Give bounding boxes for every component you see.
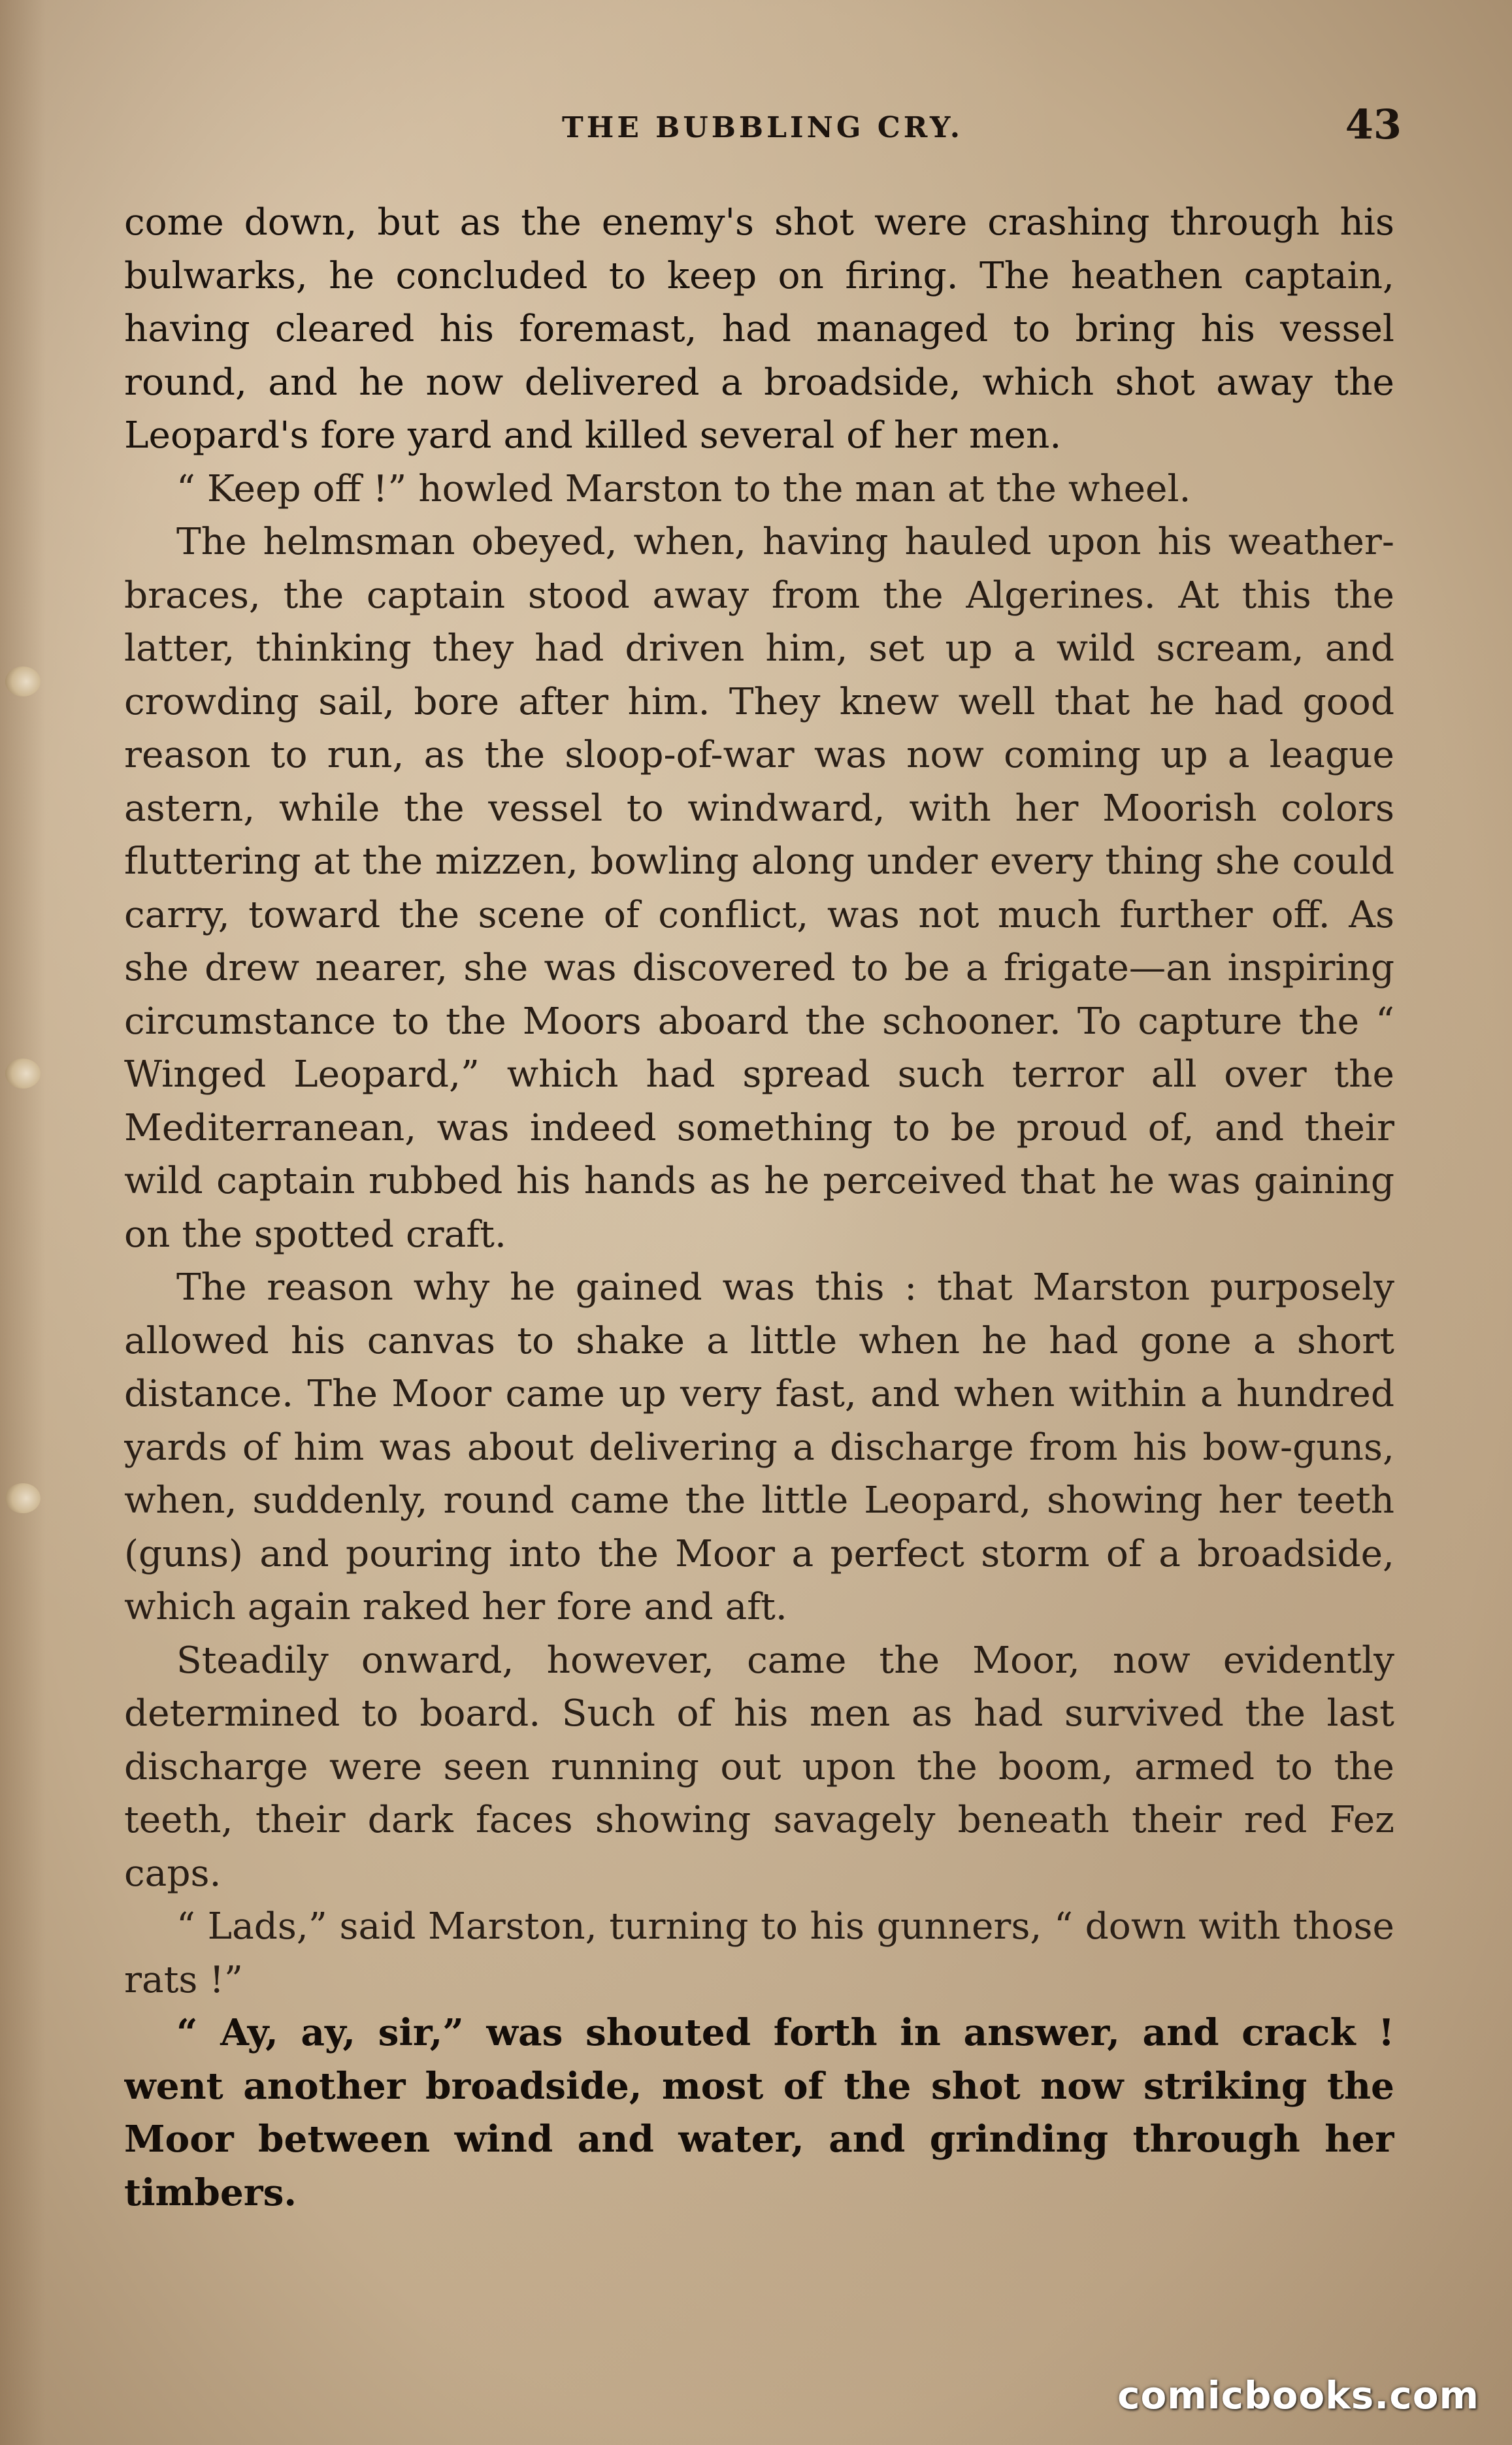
page-number: 43 — [1345, 101, 1402, 148]
paragraph-4: The reason why he gained was this : that Marston purposely allowed his canvas to shake a little when he had gone a short distance. The Moor came up very fast, and when within a hundred yards of him was about delivering a discharge from his bow-guns, when, suddenly, round came the little Leopard, showing her teeth (guns) and pouring into the Moor a perfect storm of a broadside, which again raked her fore and aft. — [124, 1266, 1394, 1628]
running-title: THE BUBBLING CRY. — [562, 111, 964, 144]
paragraph-5: Steadily onward, however, came the Moor, now evidently determined to board. Such of his men as had survived the last discharge were seen running out upon the boom, armed to the teeth, their dark faces showing savagely beneath their red Fez caps. — [124, 1639, 1394, 1895]
page-header — [127, 101, 1402, 163]
watermark: comicbooks.com — [1117, 2373, 1479, 2418]
paragraph-2: “ Keep off !” howled Marston to the man at the wheel. — [176, 467, 1191, 510]
paragraph-7: “ Ay, ay, sir,” was shouted forth in answer, and crack ! went another broadside, most of the shot now striking the Moor between wind and water, and grinding through her timbers. — [124, 2011, 1394, 2214]
binding-hole-top — [5, 666, 41, 697]
page-edge-shadow — [0, 0, 46, 2445]
paragraph-6: “ Lads,” said Marston, turning to his gunners, “ down with those rats !” — [124, 1905, 1394, 2001]
page-body — [124, 196, 1394, 2320]
paragraph-1: come down, but as the enemy's shot were crashing through his bulwarks, he concluded to keep on firing. The heathen captain, having cleared his foremast, had managed to bring his vessel round, and he now delivered a broadside, which shot away the Leopard's fore yard and killed several of her men. — [124, 201, 1394, 457]
paragraph-3: The helmsman obeyed, when, having hauled upon his weather-braces, the captain stood away from the Algerines. At this the latter, thinking they had driven him, set up a wild scream, and crowding sail, bore after him. They knew well that he had good reason to run, as the sloop-of-war was now coming up a league astern, while the vessel to windward, with her Moorish colors fluttering at the mizzen, bowling along under every thing she could carry, toward the scene of conflict, was not much further off. As she drew nearer, she was discovered to be a frigate—an inspiring circumstance to the Moors aboard the schooner. To capture the “ Winged Leopard,” which had spread such terror all over the Mediterranean, was indeed something to be proud of, and their wild captain rubbed his hands as he perceived that he was gaining on the spotted craft. — [124, 521, 1394, 1256]
binding-hole-middle — [5, 1058, 41, 1089]
binding-hole-bottom — [5, 1483, 41, 1513]
